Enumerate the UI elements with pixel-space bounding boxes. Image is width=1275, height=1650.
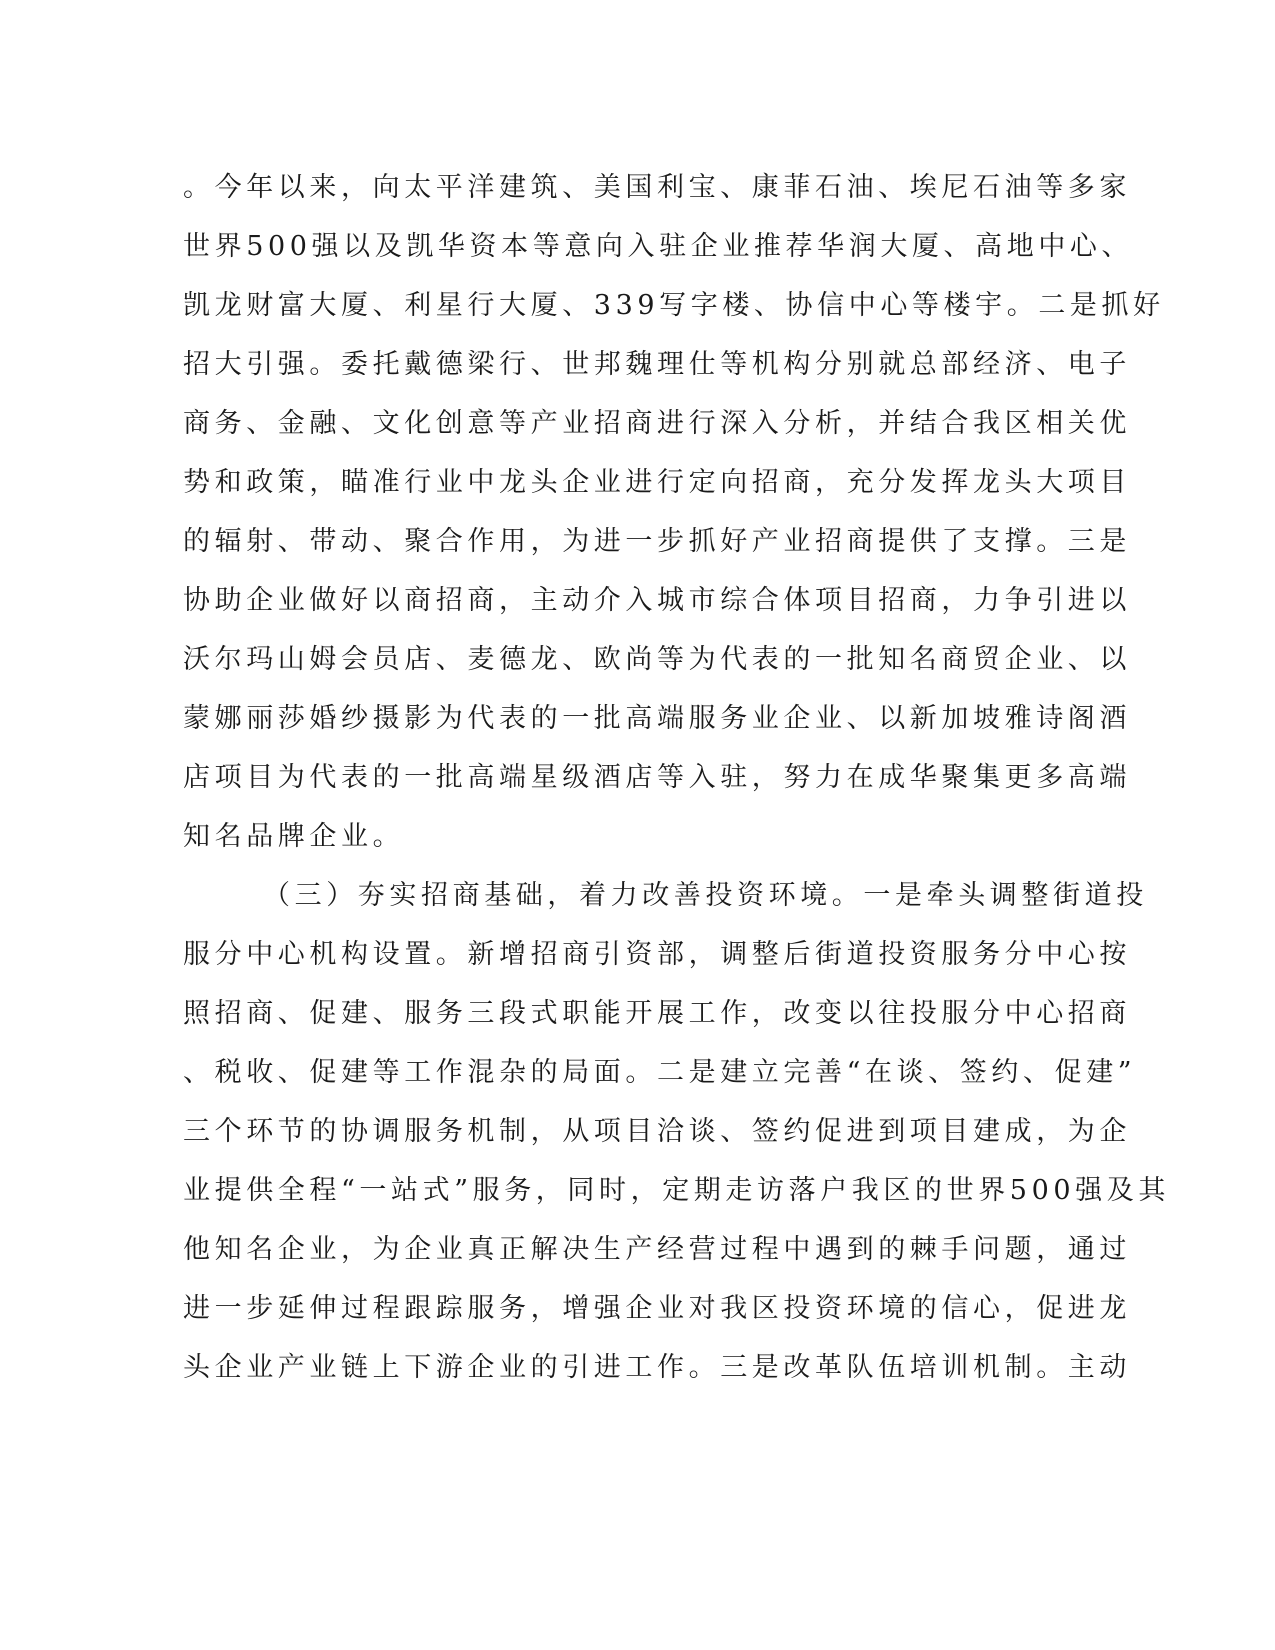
text-line: 的辐射、带动、聚合作用，为进一步抓好产业招商提供了支撑。三是 [183, 526, 1131, 557]
text-line: 业提供全程“一站式”服务，同时，定期走访落户我区的世界500强及其 [183, 1175, 1170, 1206]
section-heading-line: （三）夯实招商基础，着力改善投资环境。一是牵头调整街道投 [263, 880, 1148, 911]
text-line: 他知名企业，为企业真正解决生产经营过程中遇到的棘手问题，通过 [183, 1234, 1131, 1265]
text-line: 世界500强以及凯华资本等意向入驻企业推荐华润大厦、高地中心、 [183, 231, 1134, 262]
text-line: 进一步延伸过程跟踪服务，增强企业对我区投资环境的信心，促进龙 [183, 1293, 1131, 1324]
body-text [183, 158, 1170, 1397]
text-line: 三个环节的协调服务机制，从项目洽谈、签约促进到项目建成，为企 [183, 1116, 1131, 1147]
text-line: 店项目为代表的一批高端星级酒店等入驻，努力在成华聚集更多高端 [183, 762, 1131, 793]
text-line: 势和政策，瞄准行业中龙头企业进行定向招商，充分发挥龙头大项目 [183, 467, 1131, 498]
text-line: 协助企业做好以商招商，主动介入城市综合体项目招商，力争引进以 [183, 585, 1131, 616]
text-line: 商务、金融、文化创意等产业招商进行深入分析，并结合我区相关优 [183, 408, 1131, 439]
text-line: 、税收、促建等工作混杂的局面。二是建立完善“在谈、签约、促建” [183, 1057, 1137, 1088]
text-line: 照招商、促建、服务三段式职能开展工作，改变以往投服分中心招商 [183, 998, 1131, 1029]
text-line: 头企业产业链上下游企业的引进工作。三是改革队伍培训机制。主动 [183, 1352, 1131, 1383]
text-line: 知名品牌企业。 [183, 821, 405, 852]
text-line: 蒙娜丽莎婚纱摄影为代表的一批高端服务业企业、以新加坡雅诗阁酒 [183, 703, 1131, 734]
text-line: 凯龙财富大厦、利星行大厦、339写字楼、协信中心等楼宇。二是抓好 [183, 290, 1165, 321]
text-line: 招大引强。委托戴德梁行、世邦魏理仕等机构分别就总部经济、电子 [183, 349, 1131, 380]
text-line: 服分中心机构设置。新增招商引资部，调整后街道投资服务分中心按 [183, 939, 1131, 970]
text-line: 。今年以来，向太平洋建筑、美国利宝、康菲石油、埃尼石油等多家 [183, 172, 1131, 203]
text-line: 沃尔玛山姆会员店、麦德龙、欧尚等为代表的一批知名商贸企业、以 [183, 644, 1131, 675]
